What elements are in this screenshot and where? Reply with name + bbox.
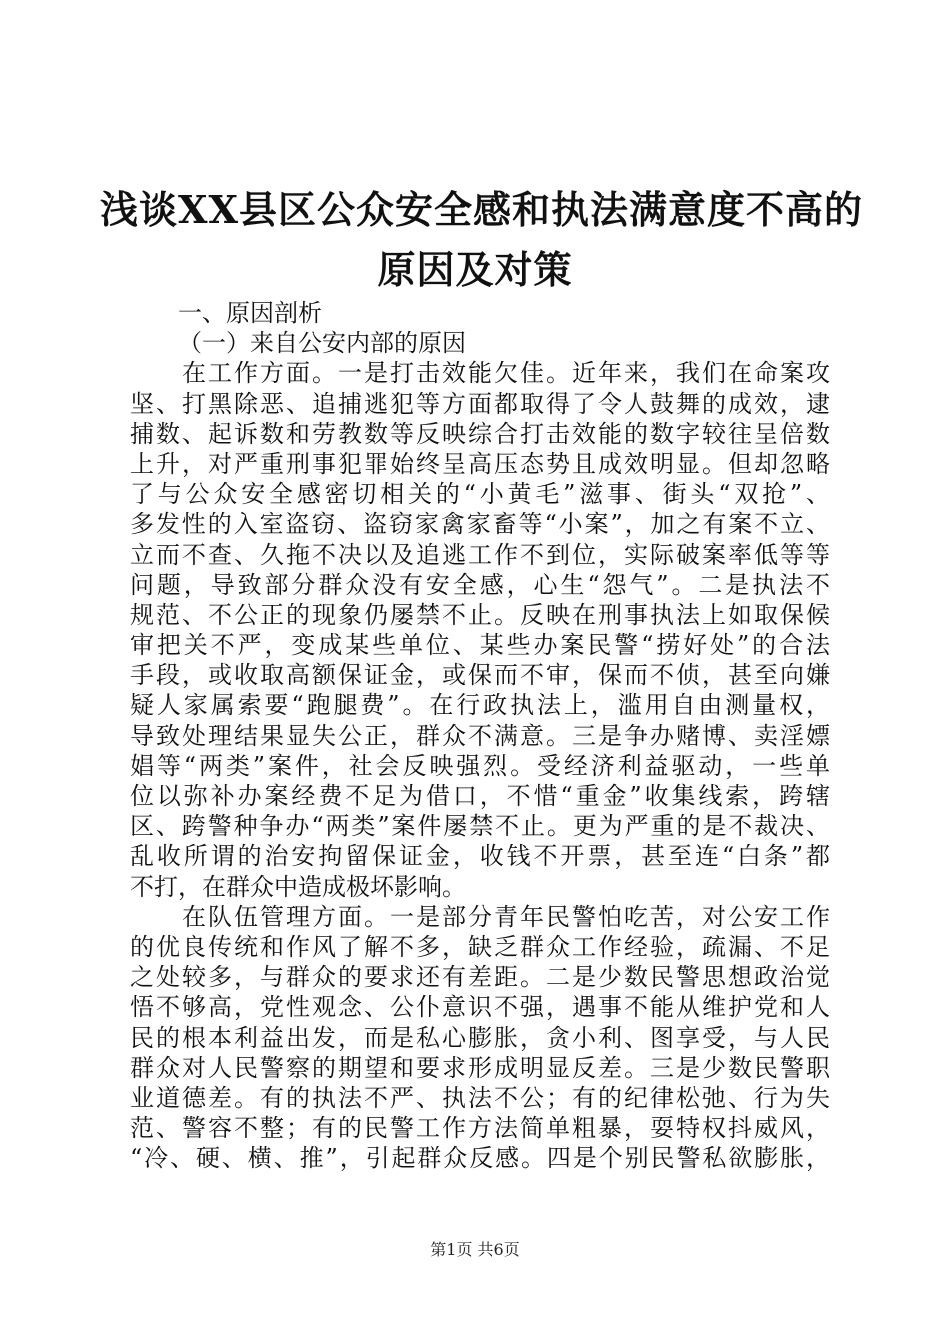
paragraph-line: 区、跨警种争办“两类”案件屡禁不止。更为严重的是不裁决、: [130, 812, 830, 841]
paragraph-line: 群众对人民警察的期望和要求形成明显反差。三是少数民警职: [130, 1053, 830, 1082]
paragraph-line: 娼等“两类”案件，社会反映强烈。受经济利益驱动，一些单: [130, 751, 830, 780]
document-title-line-2: 原因及对策: [377, 247, 573, 292]
paragraph-line: 不打，在群众中造成极坏影响。: [130, 872, 466, 901]
paragraph-line: 手段，或收取高额保证金，或保而不审，保而不侦，甚至向嫌: [130, 661, 830, 690]
paragraph-line: 多发性的入室盗窃、盗窃家禽家畜等“小案”，加之有案不立、: [130, 510, 830, 539]
paragraph-line: 范、警容不整；有的民警工作方法简单粗暴，耍特权抖威风，: [130, 1114, 830, 1143]
section-heading: 一、原因剖析: [178, 299, 322, 327]
paragraph-line: 疑人家属索要“跑腿费”。在行政执法上，滥用自由测量权，: [130, 691, 830, 720]
paragraph-line: 乱收所谓的治安拘留保证金，收钱不开票，甚至连“白条”都: [130, 842, 830, 871]
paragraph-line: 在工作方面。一是打击效能欠佳。近年来，我们在命案攻: [182, 359, 830, 388]
paragraph-line: 位以弥补办案经费不足为借口，不惜“重金”收集线索，跨辖: [130, 782, 830, 810]
paragraph-line: 规范、不公正的现象仍屡禁不止。反映在刑事执法上如取保候: [130, 600, 830, 629]
paragraph-line: 之处较多，与群众的要求还有差距。二是少数民警思想政治觉: [130, 963, 830, 992]
paragraph-line: 业道德差。有的执法不严、执法不公；有的纪律松弛、行为失: [130, 1083, 830, 1112]
document-body: [130, 298, 830, 1173]
paragraph-line: “冷、硬、横、推”，引起群众反感。四是个别民警私欲膨胀，: [130, 1144, 830, 1173]
paragraph-line: 在队伍管理方面。一是部分青年民警怕吃苦，对公安工作: [182, 902, 830, 931]
paragraph-line: 悟不够高，党性观念、公仆意识不强，遇事不能从维护党和人: [130, 993, 830, 1022]
paragraph-line: 问题，导致部分群众没有安全感，心生“怨气”。二是执法不: [130, 570, 830, 599]
paragraph-line: 民的根本利益出发，而是私心膨胀，贪小利、图享受，与人民: [130, 1023, 830, 1052]
paragraph-line: 捕数、起诉数和劳教数等反映综合打击效能的数字较往呈倍数: [130, 419, 830, 448]
paragraph-work: [130, 358, 830, 901]
paragraph-line: 审把关不严，变成某些单位、某些办案民警“捞好处”的合法: [130, 631, 830, 660]
paragraph-line: 的优良传统和作风了解不多，缺乏群众工作经验，疏漏、不足: [130, 932, 830, 961]
paragraph-line: 导致处理结果显失公正，群众不满意。三是争办赌博、卖淫嫖: [130, 721, 830, 750]
paragraph-line: 立而不查、久拖不决以及追逃工作不到位，实际破案率低等等: [130, 540, 830, 569]
paragraph-line: 上升，对严重刑事犯罪始终呈高压态势且成效明显。但却忽略: [130, 449, 830, 478]
paragraph-line: 了与公众安全感密切相关的“小黄毛”滋事、街头“双抢”、: [130, 480, 830, 509]
page-number-footer: 第1页 共6页: [430, 1240, 520, 1259]
paragraph-line: 坚、打黑除恶、追捕逃犯等方面都取得了令人鼓舞的成效，逮: [130, 389, 830, 418]
subsection-heading: （一）来自公安内部的原因: [178, 329, 466, 358]
paragraph-team-management: [130, 902, 830, 1174]
document-title-line-1: 浅谈XX县区公众安全感和执法满意度不高的: [100, 187, 863, 232]
